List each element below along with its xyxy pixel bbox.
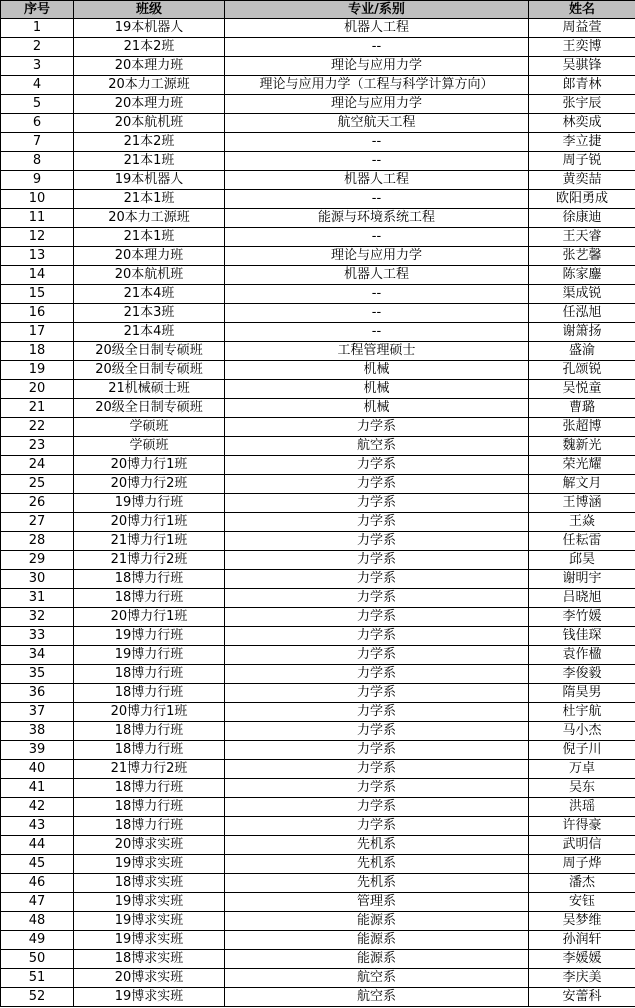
cell-index: 21 — [1, 399, 74, 418]
cell-index: 6 — [1, 114, 74, 133]
table-row — [1, 76, 635, 95]
cell-name: 吴梦维 — [529, 912, 635, 931]
cell-class: 18博力行班 — [74, 817, 225, 836]
cell-class: 20博力行1班 — [74, 703, 225, 722]
table-row — [1, 684, 635, 703]
table-row — [1, 646, 635, 665]
cell-name: 武明信 — [529, 836, 635, 855]
cell-class: 19博求实班 — [74, 855, 225, 874]
cell-class: 20本理力班 — [74, 95, 225, 114]
cell-class: 20本理力班 — [74, 57, 225, 76]
cell-class: 20本航机班 — [74, 114, 225, 133]
cell-index: 50 — [1, 950, 74, 969]
cell-name: 孔颂锐 — [529, 361, 635, 380]
cell-class: 21本1班 — [74, 228, 225, 247]
cell-class: 20博力行1班 — [74, 608, 225, 627]
cell-class: 18博力行班 — [74, 589, 225, 608]
cell-major: 能源系 — [225, 931, 529, 950]
cell-name: 李庆美 — [529, 969, 635, 988]
cell-index: 29 — [1, 551, 74, 570]
table-row — [1, 855, 635, 874]
cell-name: 黄奕喆 — [529, 171, 635, 190]
cell-index: 47 — [1, 893, 74, 912]
cell-major: 力学系 — [225, 684, 529, 703]
cell-index: 26 — [1, 494, 74, 513]
cell-name: 魏新光 — [529, 437, 635, 456]
cell-major: 理论与应用力学 — [225, 95, 529, 114]
table-row — [1, 361, 635, 380]
cell-name: 李俊毅 — [529, 665, 635, 684]
cell-name: 渠成锐 — [529, 285, 635, 304]
cell-name: 任耘雷 — [529, 532, 635, 551]
cell-class: 18博力行班 — [74, 665, 225, 684]
cell-class: 19博求实班 — [74, 988, 225, 1007]
cell-index: 12 — [1, 228, 74, 247]
cell-major: 力学系 — [225, 798, 529, 817]
cell-class: 20级全日制专硕班 — [74, 399, 225, 418]
cell-class: 18博求实班 — [74, 950, 225, 969]
cell-class: 19博求实班 — [74, 912, 225, 931]
cell-class: 19博力行班 — [74, 627, 225, 646]
cell-class: 18博力行班 — [74, 722, 225, 741]
cell-class: 21博力行1班 — [74, 532, 225, 551]
table-row — [1, 817, 635, 836]
cell-name: 周益萱 — [529, 19, 635, 38]
table-row — [1, 741, 635, 760]
cell-major: 力学系 — [225, 817, 529, 836]
cell-index: 25 — [1, 475, 74, 494]
cell-index: 36 — [1, 684, 74, 703]
cell-index: 48 — [1, 912, 74, 931]
cell-index: 22 — [1, 418, 74, 437]
cell-major: 能源与环境系统工程 — [225, 209, 529, 228]
table-row — [1, 399, 635, 418]
cell-major: -- — [225, 285, 529, 304]
cell-major: -- — [225, 133, 529, 152]
cell-major: 航空系 — [225, 969, 529, 988]
cell-major: 力学系 — [225, 741, 529, 760]
cell-name: 李立捷 — [529, 133, 635, 152]
cell-name: 郎青林 — [529, 76, 635, 95]
cell-class: 20本理力班 — [74, 247, 225, 266]
cell-index: 3 — [1, 57, 74, 76]
table-row — [1, 190, 635, 209]
table-row — [1, 323, 635, 342]
cell-index: 20 — [1, 380, 74, 399]
table-row — [1, 912, 635, 931]
cell-index: 13 — [1, 247, 74, 266]
cell-major: 力学系 — [225, 722, 529, 741]
cell-major: 工程管理硕士 — [225, 342, 529, 361]
cell-major: 航空系 — [225, 437, 529, 456]
table-row — [1, 665, 635, 684]
table-row — [1, 57, 635, 76]
table-row — [1, 247, 635, 266]
cell-class: 20博求实班 — [74, 969, 225, 988]
table-row — [1, 570, 635, 589]
cell-class: 20本力工源班 — [74, 76, 225, 95]
cell-index: 8 — [1, 152, 74, 171]
cell-major: 力学系 — [225, 779, 529, 798]
cell-index: 18 — [1, 342, 74, 361]
table-row — [1, 969, 635, 988]
cell-major: 力学系 — [225, 646, 529, 665]
cell-index: 24 — [1, 456, 74, 475]
cell-class: 20博力行1班 — [74, 456, 225, 475]
cell-major: 管理系 — [225, 893, 529, 912]
cell-index: 52 — [1, 988, 74, 1007]
cell-name: 潘杰 — [529, 874, 635, 893]
cell-major: 力学系 — [225, 513, 529, 532]
cell-name: 万卓 — [529, 760, 635, 779]
cell-major: 机器人工程 — [225, 266, 529, 285]
cell-class: 20本力工源班 — [74, 209, 225, 228]
cell-class: 21本3班 — [74, 304, 225, 323]
table-row — [1, 836, 635, 855]
cell-class: 18博力行班 — [74, 684, 225, 703]
cell-major: -- — [225, 228, 529, 247]
table-row — [1, 513, 635, 532]
table-row — [1, 589, 635, 608]
cell-name: 洪瑶 — [529, 798, 635, 817]
cell-index: 4 — [1, 76, 74, 95]
table-row — [1, 779, 635, 798]
cell-name: 谢箫扬 — [529, 323, 635, 342]
cell-name: 周子锐 — [529, 152, 635, 171]
table-row — [1, 703, 635, 722]
table-row — [1, 133, 635, 152]
table-row — [1, 152, 635, 171]
cell-class: 21博力行2班 — [74, 551, 225, 570]
cell-class: 学硕班 — [74, 418, 225, 437]
cell-class: 20博力行1班 — [74, 513, 225, 532]
cell-index: 17 — [1, 323, 74, 342]
table-row — [1, 874, 635, 893]
cell-index: 7 — [1, 133, 74, 152]
cell-class: 19博求实班 — [74, 893, 225, 912]
table-row — [1, 266, 635, 285]
cell-class: 19博力行班 — [74, 646, 225, 665]
cell-index: 27 — [1, 513, 74, 532]
table-row — [1, 380, 635, 399]
cell-major: 机械 — [225, 399, 529, 418]
cell-major: 力学系 — [225, 532, 529, 551]
cell-major: 机器人工程 — [225, 19, 529, 38]
cell-class: 20本航机班 — [74, 266, 225, 285]
table-row — [1, 171, 635, 190]
cell-name: 盛渝 — [529, 342, 635, 361]
cell-name: 邱昊 — [529, 551, 635, 570]
cell-class: 20博求实班 — [74, 836, 225, 855]
cell-class: 19本机器人 — [74, 171, 225, 190]
cell-index: 31 — [1, 589, 74, 608]
table-body — [1, 19, 635, 1007]
cell-name: 倪子川 — [529, 741, 635, 760]
cell-name: 袁作楹 — [529, 646, 635, 665]
table-row — [1, 38, 635, 57]
table-row — [1, 228, 635, 247]
cell-name: 解文月 — [529, 475, 635, 494]
cell-major: 机械 — [225, 361, 529, 380]
cell-major: 力学系 — [225, 494, 529, 513]
cell-name: 周子烨 — [529, 855, 635, 874]
cell-index: 35 — [1, 665, 74, 684]
cell-major: 力学系 — [225, 570, 529, 589]
cell-class: 19博力行班 — [74, 494, 225, 513]
cell-name: 安蕾科 — [529, 988, 635, 1007]
cell-class: 19本机器人 — [74, 19, 225, 38]
cell-index: 40 — [1, 760, 74, 779]
cell-class: 18博力行班 — [74, 570, 225, 589]
table-row — [1, 798, 635, 817]
cell-class: 21本2班 — [74, 38, 225, 57]
cell-index: 46 — [1, 874, 74, 893]
cell-index: 5 — [1, 95, 74, 114]
cell-major: 机械 — [225, 380, 529, 399]
cell-index: 23 — [1, 437, 74, 456]
cell-index: 1 — [1, 19, 74, 38]
cell-name: 李竹媛 — [529, 608, 635, 627]
cell-class: 21博力行2班 — [74, 760, 225, 779]
cell-major: -- — [225, 304, 529, 323]
cell-major: -- — [225, 323, 529, 342]
table-row — [1, 494, 635, 513]
cell-name: 曹璐 — [529, 399, 635, 418]
cell-class: 21本4班 — [74, 285, 225, 304]
cell-index: 2 — [1, 38, 74, 57]
cell-major: 先机系 — [225, 874, 529, 893]
cell-name: 钱佳琛 — [529, 627, 635, 646]
cell-name: 杜宇航 — [529, 703, 635, 722]
cell-class: 21机械硕士班 — [74, 380, 225, 399]
cell-index: 49 — [1, 931, 74, 950]
cell-class: 18博力行班 — [74, 798, 225, 817]
cell-major: 力学系 — [225, 608, 529, 627]
cell-index: 34 — [1, 646, 74, 665]
cell-major: 力学系 — [225, 627, 529, 646]
table-row — [1, 893, 635, 912]
cell-index: 9 — [1, 171, 74, 190]
cell-class: 20博力行2班 — [74, 475, 225, 494]
cell-index: 14 — [1, 266, 74, 285]
cell-class: 学硕班 — [74, 437, 225, 456]
cell-index: 15 — [1, 285, 74, 304]
cell-name: 任泓旭 — [529, 304, 635, 323]
table-row — [1, 532, 635, 551]
cell-major: 力学系 — [225, 760, 529, 779]
table-row — [1, 988, 635, 1007]
cell-name: 林奕成 — [529, 114, 635, 133]
cell-name: 陈家鏖 — [529, 266, 635, 285]
header-index: 序号 — [1, 1, 74, 19]
cell-class: 21本4班 — [74, 323, 225, 342]
cell-major: 理论与应用力学 — [225, 57, 529, 76]
cell-major: 力学系 — [225, 665, 529, 684]
cell-name: 吴骐锋 — [529, 57, 635, 76]
cell-index: 10 — [1, 190, 74, 209]
cell-name: 欧阳勇成 — [529, 190, 635, 209]
cell-major: 理论与应用力学（工程与科学计算方向） — [225, 76, 529, 95]
cell-major: 航空航天工程 — [225, 114, 529, 133]
cell-major: 能源系 — [225, 912, 529, 931]
cell-class: 18博求实班 — [74, 874, 225, 893]
table-row — [1, 418, 635, 437]
cell-index: 45 — [1, 855, 74, 874]
cell-major: -- — [225, 152, 529, 171]
cell-name: 王焱 — [529, 513, 635, 532]
cell-index: 32 — [1, 608, 74, 627]
cell-class: 18博力行班 — [74, 741, 225, 760]
cell-name: 孙润轩 — [529, 931, 635, 950]
cell-name: 许得豪 — [529, 817, 635, 836]
cell-name: 安钰 — [529, 893, 635, 912]
cell-name: 张宇辰 — [529, 95, 635, 114]
cell-major: 能源系 — [225, 950, 529, 969]
cell-name: 张艺馨 — [529, 247, 635, 266]
cell-index: 11 — [1, 209, 74, 228]
cell-index: 19 — [1, 361, 74, 380]
cell-index: 44 — [1, 836, 74, 855]
cell-index: 28 — [1, 532, 74, 551]
cell-name: 隋昊男 — [529, 684, 635, 703]
table-row — [1, 931, 635, 950]
table-row — [1, 950, 635, 969]
cell-index: 41 — [1, 779, 74, 798]
cell-class: 18博力行班 — [74, 779, 225, 798]
cell-index: 30 — [1, 570, 74, 589]
cell-index: 16 — [1, 304, 74, 323]
cell-name: 吕晓旭 — [529, 589, 635, 608]
cell-name: 张超博 — [529, 418, 635, 437]
table-row — [1, 209, 635, 228]
table-row — [1, 304, 635, 323]
table-row — [1, 437, 635, 456]
table-row — [1, 95, 635, 114]
header-row — [1, 1, 635, 19]
cell-major: 力学系 — [225, 703, 529, 722]
header-major: 专业/系别 — [225, 1, 529, 19]
cell-name: 徐康迪 — [529, 209, 635, 228]
cell-class: 19博求实班 — [74, 931, 225, 950]
table-row — [1, 722, 635, 741]
cell-index: 42 — [1, 798, 74, 817]
cell-name: 谢明宇 — [529, 570, 635, 589]
cell-class: 21本1班 — [74, 152, 225, 171]
cell-index: 33 — [1, 627, 74, 646]
cell-index: 51 — [1, 969, 74, 988]
table-row — [1, 608, 635, 627]
table-row — [1, 114, 635, 133]
cell-major: 先机系 — [225, 855, 529, 874]
cell-name: 李媛媛 — [529, 950, 635, 969]
cell-index: 38 — [1, 722, 74, 741]
cell-major: 先机系 — [225, 836, 529, 855]
table-row — [1, 19, 635, 38]
table-row — [1, 285, 635, 304]
cell-name: 吴东 — [529, 779, 635, 798]
cell-name: 王博涵 — [529, 494, 635, 513]
cell-major: 理论与应用力学 — [225, 247, 529, 266]
header-name: 姓名 — [529, 1, 635, 19]
cell-index: 43 — [1, 817, 74, 836]
cell-index: 37 — [1, 703, 74, 722]
cell-major: 力学系 — [225, 456, 529, 475]
cell-class: 21本2班 — [74, 133, 225, 152]
cell-major: -- — [225, 190, 529, 209]
cell-major: 航空系 — [225, 988, 529, 1007]
table-row — [1, 760, 635, 779]
table-row — [1, 475, 635, 494]
cell-major: 机器人工程 — [225, 171, 529, 190]
cell-name: 王奕博 — [529, 38, 635, 57]
cell-class: 21本1班 — [74, 190, 225, 209]
cell-name: 王天睿 — [529, 228, 635, 247]
cell-major: 力学系 — [225, 418, 529, 437]
cell-major: 力学系 — [225, 475, 529, 494]
cell-major: 力学系 — [225, 589, 529, 608]
cell-class: 20级全日制专硕班 — [74, 361, 225, 380]
table-row — [1, 342, 635, 361]
cell-name: 吴悦童 — [529, 380, 635, 399]
table-row — [1, 627, 635, 646]
cell-major: 力学系 — [225, 551, 529, 570]
header-class: 班级 — [74, 1, 225, 19]
cell-name: 马小杰 — [529, 722, 635, 741]
table-row — [1, 456, 635, 475]
cell-major: -- — [225, 38, 529, 57]
cell-class: 20级全日制专硕班 — [74, 342, 225, 361]
cell-index: 39 — [1, 741, 74, 760]
table-row — [1, 551, 635, 570]
cell-name: 荣光耀 — [529, 456, 635, 475]
